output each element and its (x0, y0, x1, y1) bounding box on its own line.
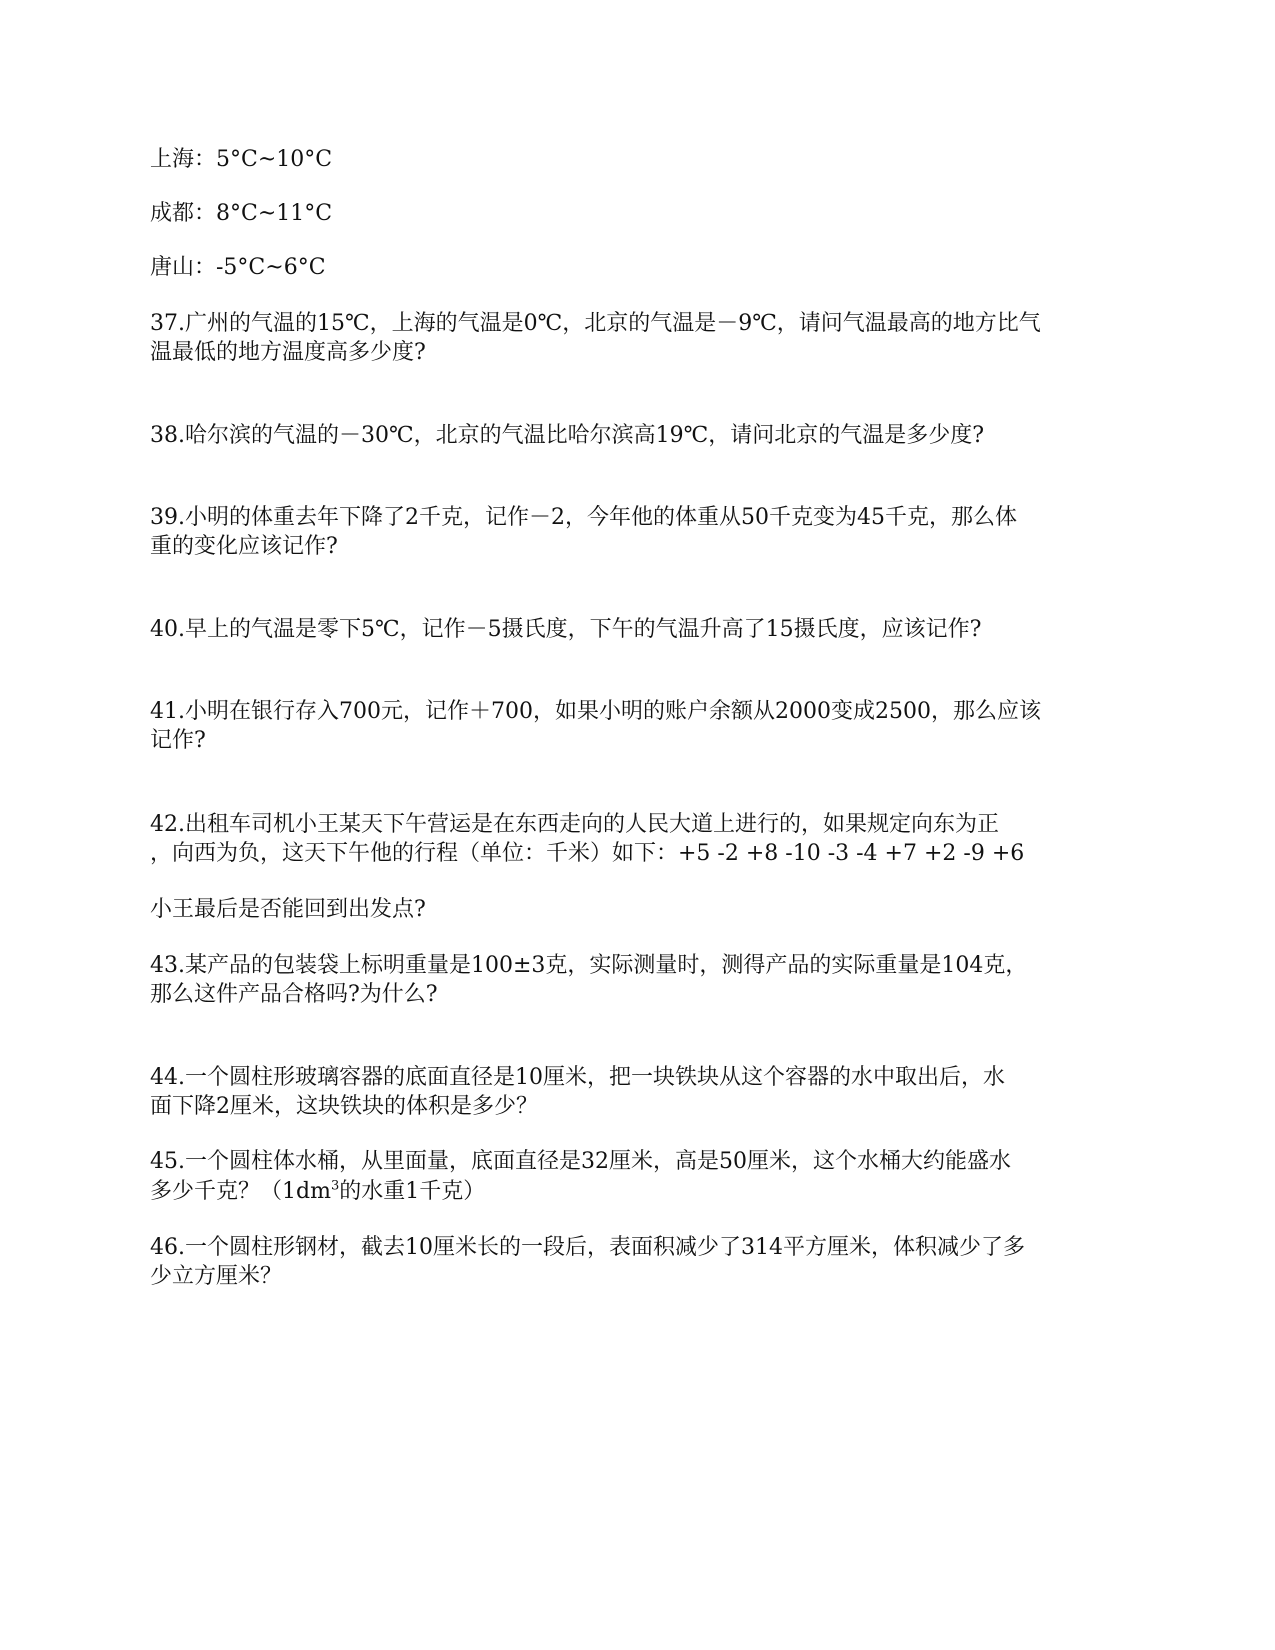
question-46-line-1: 46.一个圆柱形钢材，截去10厘米长的一段后，表面积减少了314平方厘米，体积减少了多 (150, 1235, 1025, 1260)
temp-shanghai: 上海：5°C~10°C (150, 147, 333, 172)
question-45-line-2 (150, 1176, 1130, 1208)
question-39-line-2: 重的变化应该记作? (150, 534, 338, 559)
temp-tangshan: 唐山：-5°C~6°C (150, 255, 326, 280)
question-42-line-2: ，向西为负，这天下午他的行程（单位：千米）如下：+5 -2 +8 -10 -3 -4 +7 +2 -9 +6 (150, 841, 1025, 866)
question-39-line-1: 39.小明的体重去年下降了2千克，记作－2，今年他的体重从50千克变为45千克，那么体 (150, 505, 1017, 530)
question-45-line-1: 45.一个圆柱体水桶，从里面量，底面直径是32厘米，高是50厘米，这个水桶大约能盛水 (150, 1149, 1011, 1174)
question-37-line-2: 温最低的地方温度高多少度? (150, 340, 426, 365)
temp-chengdu: 成都：8°C~11°C (150, 201, 333, 226)
question-41-line-1: 41.小明在银行存入700元，记作＋700，如果小明的账户余额从2000变成2500，那么应该 (150, 699, 1041, 724)
question-44-line-2: 面下降2厘米，这块铁块的体积是多少？ (150, 1094, 538, 1119)
question-43-line-1: 43.某产品的包装袋上标明重量是100±3克，实际测量时，测得产品的实际重量是104克， (150, 953, 1028, 978)
question-42-line-1: 42.出租车司机小王某天下午营运是在东西走向的人民大道上进行的，如果规定向东为正 (150, 812, 999, 837)
cubic-exponent: 3 (330, 1178, 340, 1194)
question-41-line-2: 记作? (150, 728, 206, 753)
question-46-line-2: 少立方厘米？ (150, 1264, 283, 1289)
question-44-line-1: 44.一个圆柱形玻璃容器的底面直径是10厘米，把一块铁块从这个容器的水中取出后，水 (150, 1065, 1005, 1090)
question-45-line-2-text: 多少千克？（1dm (150, 1179, 331, 1204)
question-37-line-1: 37.广州的气温的15℃，上海的气温是0℃，北京的气温是－9℃，请问气温最高的地方比气 (150, 311, 1041, 336)
question-42-line-3: 小王最后是否能回到出发点? (150, 897, 426, 922)
question-45-line-2-tail: 的水重1千克） (339, 1179, 486, 1204)
question-40-line-1: 40.早上的气温是零下5℃，记作－5摄氏度，下午的气温升高了15摄氏度，应该记作? (150, 617, 982, 642)
question-43-line-2: 那么这件产品合格吗?为什么? (150, 982, 438, 1007)
question-38-line-1: 38.哈尔滨的气温的－30℃，北京的气温比哈尔滨高19℃，请问北京的气温是多少度? (150, 423, 984, 448)
